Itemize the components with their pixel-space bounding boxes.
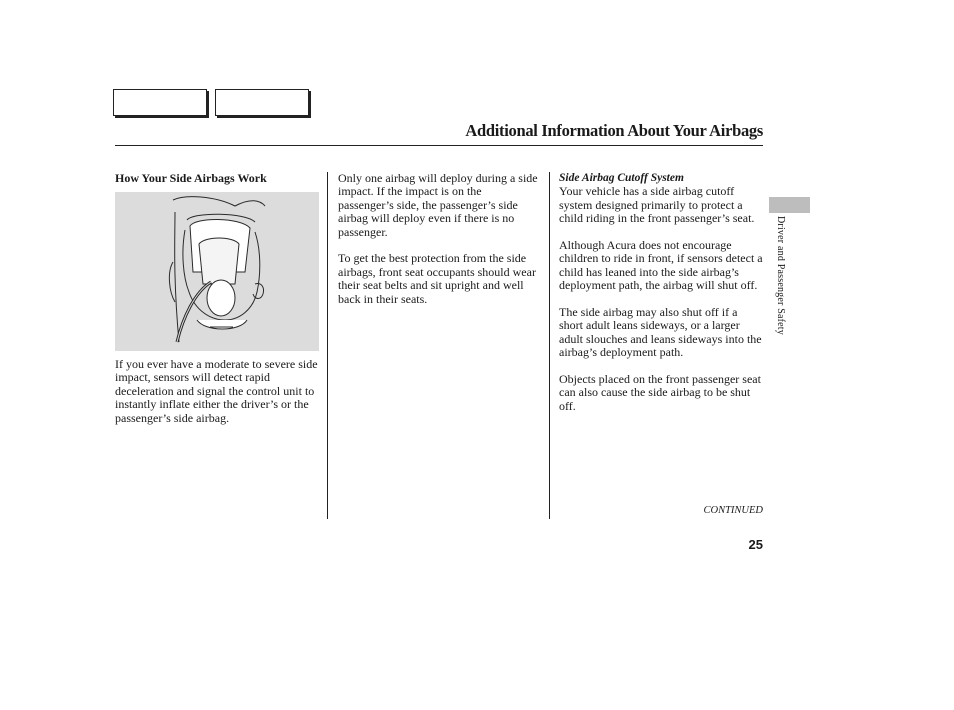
column-2 <box>338 172 540 319</box>
nav-tab-1[interactable] <box>113 89 207 116</box>
paragraph: To get the best protection from the side airbags, front seat occupants should wear their seat belts and sit upright and well back in their seats. <box>338 251 536 306</box>
page-number: 25 <box>748 537 763 552</box>
paragraph: If you ever have a moderate to severe side impact, sensors will detect rapid deceleration and signal the control unit to instantly inflate either the driver’s or the passenger’s side airbag. <box>115 357 318 425</box>
paragraph: Objects placed on the front passenger seat can also cause the side airbag to be shut off. <box>559 372 761 413</box>
section-subheading: Side Airbag Cutoff System <box>559 172 684 184</box>
paragraph: Although Acura does not encourage children to ride in front, if sensors detect a child has leaned into the side airbag’s deployment path, the airbag will shut off. <box>559 238 763 293</box>
paragraph: Only one airbag will deploy during a side impact. If the impact is on the passenger’s side, the passenger’s side airbag will deploy even if there is no passenger. <box>338 171 538 239</box>
paragraph: Your vehicle has a side airbag cutoff system designed primarily to protect a child riding in the front passenger’s seat. <box>559 184 755 226</box>
paragraph: The side airbag may also shut off if a short adult leans sideways, or a larger adult slouches and leans sideways into the airbag’s deployment path. <box>559 305 762 360</box>
seat-occupant-icon <box>115 192 319 351</box>
page-title: Additional Information About Your Airbags <box>465 121 763 140</box>
section-side-label: Driver and Passenger Safety <box>775 216 786 335</box>
column-3 <box>559 172 764 427</box>
column-1-body <box>115 358 320 438</box>
section-tab[interactable] <box>769 197 810 213</box>
section-heading: How Your Side Airbags Work <box>115 171 267 185</box>
continued-label: CONTINUED <box>703 505 763 516</box>
title-rule <box>115 145 763 146</box>
column-divider <box>327 172 328 519</box>
column-1 <box>115 172 320 185</box>
airbag-seat-illustration <box>115 192 319 351</box>
column-divider <box>549 172 550 519</box>
nav-tab-2[interactable] <box>215 89 309 116</box>
